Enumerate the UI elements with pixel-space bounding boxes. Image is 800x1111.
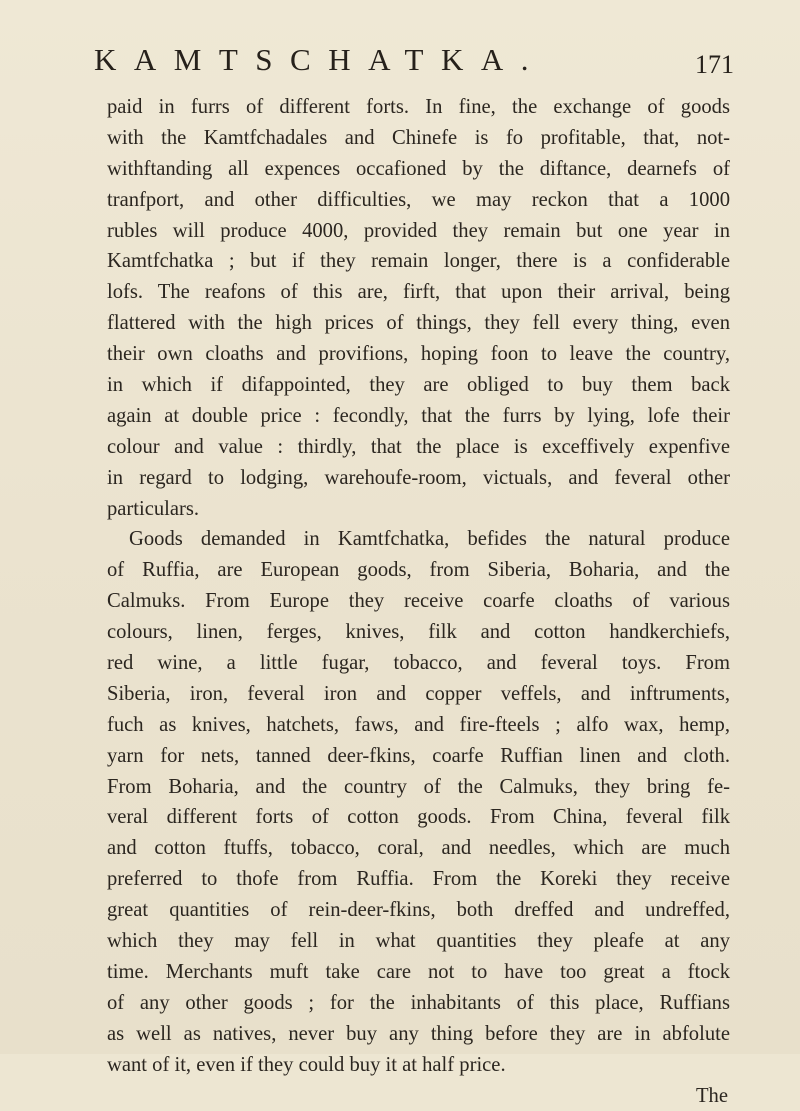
text-line: want of it, even if they could buy it at half price. — [107, 1050, 730, 1081]
text-line: as well as natives, never buy any thing before they are in abfolute — [107, 1019, 730, 1050]
text-line: particulars. — [107, 494, 730, 525]
text-line: veral different forts of cotton goods. From China, feveral filk — [107, 802, 730, 833]
text-line: Kamtfchatka ; but if they remain longer, there is a confiderable — [107, 246, 730, 277]
text-line: flattered with the high prices of things, they fell every thing, even — [107, 308, 730, 339]
catchword: The — [107, 1081, 730, 1111]
text-line: paid in furrs of different forts. In fine, the exchange of goods — [107, 92, 730, 123]
page-number: 171 — [695, 50, 734, 80]
text-line: time. Merchants muft take care not to have too great a ftock — [107, 957, 730, 988]
text-line: From Boharia, and the country of the Calmuks, they bring fe- — [107, 772, 730, 803]
text-line: colour and value : thirdly, that the place is exceffively expenfive — [107, 432, 730, 463]
text-line: tranfport, and other difficulties, we may reckon that a 1000 — [107, 185, 730, 216]
text-line: Calmuks. From Europe they receive coarfe cloaths of various — [107, 586, 730, 617]
text-line: fuch as knives, hatchets, faws, and fire-fteels ; alfo wax, hemp, — [107, 710, 730, 741]
text-line: of any other goods ; for the inhabitants of this place, Ruffians — [107, 988, 730, 1019]
text-line: in regard to lodging, warehoufe-room, victuals, and feveral other — [107, 463, 730, 494]
running-title: KAMTSCHATKA. — [94, 42, 546, 78]
text-line: with the Kamtfchadales and Chinefe is fo profitable, that, not- — [107, 123, 730, 154]
text-line: their own cloaths and provifions, hoping foon to leave the country, — [107, 339, 730, 370]
text-line: withftanding all expences occafioned by the diftance, dearnefs of — [107, 154, 730, 185]
text-line: lofs. The reafons of this are, firft, that upon their arrival, being — [107, 277, 730, 308]
text-line: colours, linen, ferges, knives, filk and cotton handkerchiefs, — [107, 617, 730, 648]
text-line: of Ruffia, are European goods, from Siberia, Boharia, and the — [107, 555, 730, 586]
text-line: in which if difappointed, they are obliged to buy them back — [107, 370, 730, 401]
text-line: and cotton ftuffs, tobacco, coral, and needles, which are much — [107, 833, 730, 864]
body-text — [107, 92, 730, 1111]
text-line: again at double price : fecondly, that the furrs by lying, lofe their — [107, 401, 730, 432]
text-line: Goods demanded in Kamtfchatka, befides the natural produce — [107, 524, 730, 555]
text-line: rubles will produce 4000, provided they remain but one year in — [107, 216, 730, 247]
text-line: preferred to thofe from Ruffia. From the Koreki they receive — [107, 864, 730, 895]
running-head — [94, 42, 734, 88]
text-line: red wine, a little fugar, tobacco, and feveral toys. From — [107, 648, 730, 679]
text-line: great quantities of rein-deer-fkins, both dreffed and undreffed, — [107, 895, 730, 926]
text-line: Siberia, iron, feveral iron and copper veffels, and inftruments, — [107, 679, 730, 710]
text-line: yarn for nets, tanned deer-fkins, coarfe Ruffian linen and cloth. — [107, 741, 730, 772]
text-line: which they may fell in what quantities they pleafe at any — [107, 926, 730, 957]
